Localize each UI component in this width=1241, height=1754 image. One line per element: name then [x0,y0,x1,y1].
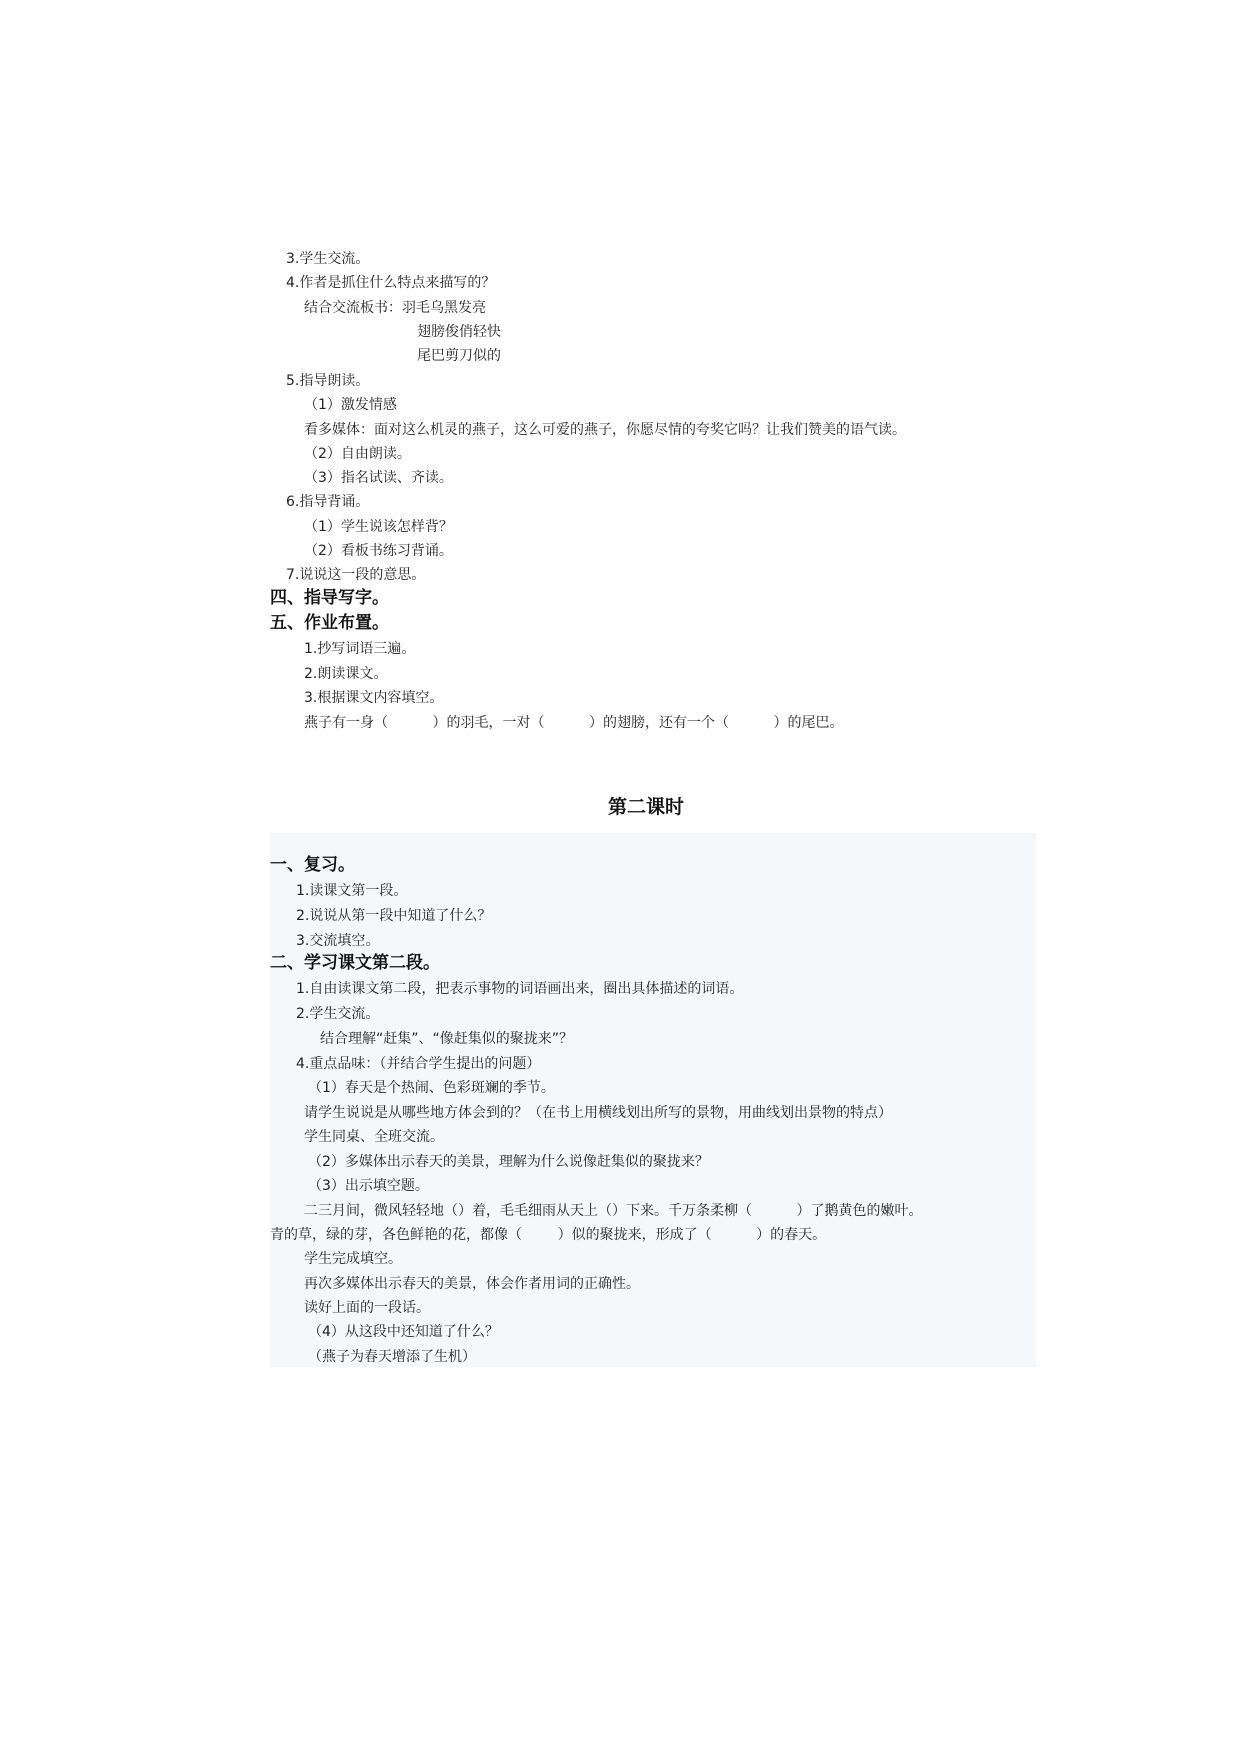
text-line: 请学生说说是从哪些地方体会到的？（在书上用横线划出所写的景物，用曲线划出景物的特点） [304,1105,892,1121]
section-heading: 四、指导写字。 [270,588,389,608]
text-line: 3.根据课文内容填空。 [304,690,444,706]
section-heading: 五、作业布置。 [270,613,389,633]
section-heading: 一、复习。 [270,855,355,875]
text-line: （2）自由朗读。 [304,446,411,462]
text-line: 青的草，绿的芽，各色鲜艳的花，都像（ ）似的聚拢来，形成了（ ）的春天。 [270,1227,827,1243]
text-line: （1）学生说该怎样背？ [304,519,453,535]
text-line: 3.学生交流。 [286,251,370,267]
text-line: 1.读课文第一段。 [296,883,408,899]
text-line: 结合理解“赶集”、“像赶集似的聚拢来”？ [320,1031,574,1047]
text-line: （3）出示填空题。 [308,1178,429,1194]
text-line: 学生同桌、全班交流。 [304,1129,444,1145]
text-line: 读好上面的一段话。 [304,1300,430,1316]
text-line: 6.指导背诵。 [286,494,370,510]
text-line: 2.学生交流。 [296,1006,380,1022]
text-line: （2）看板书练习背诵。 [304,543,453,559]
text-line: 4.重点品味：（并结合学生提出的问题） [296,1056,541,1072]
text-line: 看多媒体：面对这么机灵的燕子，这么可爱的燕子，你愿尽情的夸奖它吗？让我们赞美的语气读。 [304,422,906,438]
text-line: （3）指名试读、齐读。 [304,470,453,486]
text-line: 5.指导朗读。 [286,373,370,389]
text-line: 翅膀俊俏轻快 [417,324,501,340]
text-line: 3.交流填空。 [296,933,380,949]
section-heading: 二、学习课文第二段。 [270,953,440,973]
text-line: 燕子有一身（ ）的羽毛，一对（ ）的翅膀，还有一个（ ）的尾巴。 [304,715,844,731]
text-line: 4.作者是抓住什么特点来描写的？ [286,275,496,291]
text-line: 再次多媒体出示春天的美景，体会作者用词的正确性。 [304,1276,640,1292]
text-line: 1.自由读课文第二段，把表示事物的词语画出来，圈出具体描述的词语。 [296,981,744,997]
text-line: （1）春天是个热闹、色彩斑斓的季节。 [308,1080,555,1096]
lesson-title: 第二课时 [608,796,685,818]
text-line: （4）从这段中还知道了什么？ [308,1324,499,1340]
text-line: 7.说说这一段的意思。 [286,567,426,583]
text-line: 1.抄写词语三遍。 [304,641,416,657]
text-line: 尾巴剪刀似的 [417,348,501,364]
text-line: 2.说说从第一段中知道了什么？ [296,908,492,924]
text-line: （2）多媒体出示春天的美景，理解为什么说像赶集似的聚拢来？ [308,1154,709,1170]
text-line: （1）激发情感 [304,397,397,413]
text-line: 2.朗读课文。 [304,666,388,682]
text-line: 结合交流板书：羽毛乌黑发亮 [304,300,486,316]
text-line: 二三月间，微风轻轻地（）着，毛毛细雨从天上（）下来。千万条柔柳（ ）了鹅黄色的嫩叶。 [304,1203,923,1219]
text-line: 学生完成填空。 [304,1251,402,1267]
text-line: （燕子为春天增添了生机） [308,1349,476,1365]
